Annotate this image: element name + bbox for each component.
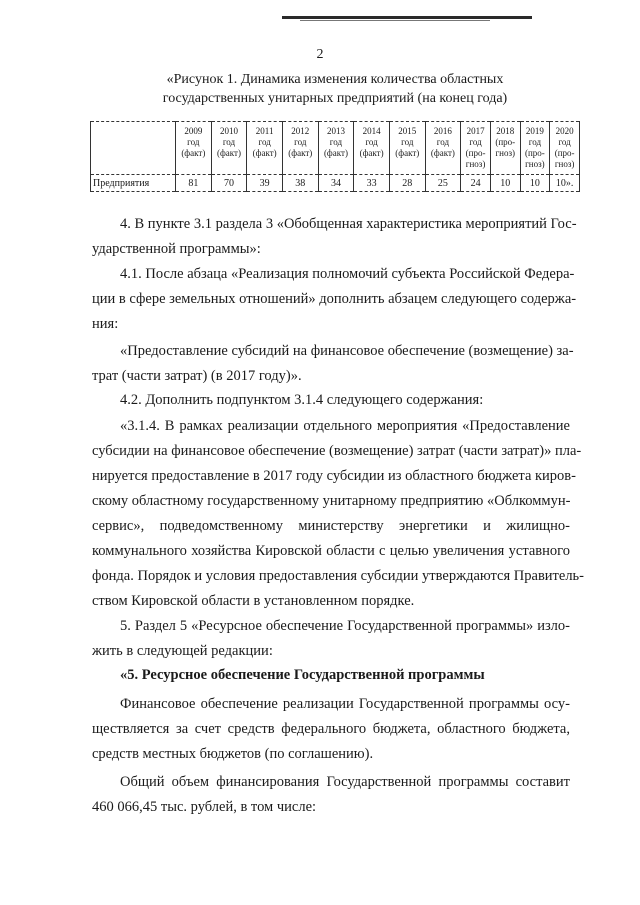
table-cell: 25 — [425, 175, 461, 192]
table-cell: 81 — [176, 175, 212, 192]
text-line: 4.1. После абзаца «Реализация полномочий субъекта Российской Федера- — [120, 266, 575, 282]
caption-line: государственных унитарных предприятий (на конец года) — [162, 91, 508, 106]
text-line: средств местных бюджетов (по соглашению). — [92, 746, 374, 762]
table-header-cell: 2016 год (факт) — [425, 122, 461, 175]
table-header-cell: 2012 год (факт) — [282, 122, 318, 175]
total-paragraph — [92, 770, 570, 820]
table-cell: 70 — [211, 175, 247, 192]
top-rule — [282, 16, 532, 19]
table-cell: 10». — [550, 175, 580, 192]
table-header-cell: 2010 год (факт) — [211, 122, 247, 175]
enterprise-dynamics-table — [90, 121, 580, 192]
text-line: субсидии на финансовое обеспечение (возмещение) затрат (части затрат)» пла- — [92, 443, 582, 459]
text-line: фонда. Порядок и условия предоставления субсидии утверждаются Правитель- — [92, 568, 584, 584]
table-cell: 10 — [490, 175, 520, 192]
table-cell: 24 — [461, 175, 491, 192]
table-cell: 39 — [247, 175, 283, 192]
text-line: ударственной программы»: — [92, 241, 261, 257]
text-line: «Предоставление субсидий на финансовое обеспечение (возмещение) за- — [120, 343, 574, 359]
heading-line: «5. Ресурсное обеспечение Государственной программы — [120, 667, 485, 683]
table-row-label: Предприятия — [91, 175, 176, 192]
text-line: сервис», подведомственному министерству энергетики и жилищно- — [92, 518, 570, 534]
table-header-row — [91, 122, 580, 175]
text-line: 460 066,45 тыс. рублей, в том числе: — [92, 799, 317, 815]
section-heading — [92, 663, 570, 688]
table-cell: 28 — [389, 175, 425, 192]
text-line: «3.1.4. В рамках реализации отдельного мероприятия «Предоставление — [120, 418, 570, 434]
table-row — [91, 175, 580, 192]
paragraph-5 — [92, 614, 570, 664]
table-cell: 10 — [520, 175, 550, 192]
text-line: нируется предоставление в 2017 году субсидии из областного бюджета киров- — [92, 468, 576, 484]
quote-paragraph-2 — [92, 414, 584, 614]
table-header-cell: 2009 год (факт) — [176, 122, 212, 175]
text-line: скому областному государственному унитарному предприятию «Облкоммун- — [92, 493, 571, 509]
table-header-cell: 2014 год (факт) — [354, 122, 390, 175]
table-header-corner — [91, 122, 176, 175]
financing-paragraph — [92, 692, 570, 767]
text-line: 4. В пункте 3.1 раздела 3 «Обобщенная характеристика мероприятий Гос- — [120, 216, 577, 232]
table-header-cell: 2019 год (про- гноз) — [520, 122, 550, 175]
table-header-cell: 2018 (про- гноз) — [490, 122, 520, 175]
text-line: ществляется за счет средств федерального бюджета, областного бюджета, — [92, 721, 570, 737]
top-rule-thin — [300, 20, 490, 21]
table-cell: 33 — [354, 175, 390, 192]
text-line: 5. Раздел 5 «Ресурсное обеспечение Государственной программы» изло- — [120, 618, 570, 634]
table-header-cell: 2013 год (факт) — [318, 122, 354, 175]
table-header-cell: 2017 год (про- гноз) — [461, 122, 491, 175]
text-line: коммунального хозяйства Кировской области с целью увеличения уставного — [92, 543, 570, 559]
table-header-cell: 2011 год (факт) — [247, 122, 283, 175]
quote-paragraph-1 — [92, 339, 574, 389]
text-line: Общий объем финансирования Государственной программы составит — [120, 774, 570, 790]
figure-caption — [150, 70, 520, 108]
text-line: 4.2. Дополнить подпунктом 3.1.4 следующего содержания: — [120, 392, 484, 408]
caption-line: «Рисунок 1. Динамика изменения количества областных — [166, 72, 504, 87]
page-number: 2 — [316, 47, 324, 62]
text-line: трат (части затрат) (в 2017 году)». — [92, 368, 302, 384]
text-line: ния: — [92, 316, 119, 332]
table-cell: 34 — [318, 175, 354, 192]
text-line: Финансовое обеспечение реализации Государственной программы осу- — [120, 696, 570, 712]
paragraph-4-1 — [92, 262, 577, 337]
text-line: жить в следующей редакции: — [92, 643, 273, 659]
paragraph-4 — [92, 212, 577, 262]
table-header-cell: 2015 год (факт) — [389, 122, 425, 175]
text-line: ции в сфере земельных отношений» дополнить абзацем следующего содержа- — [92, 291, 577, 307]
text-line: ством Кировской области в установленном порядке. — [92, 593, 415, 609]
paragraph-4-2 — [92, 388, 570, 413]
table-header-cell: 2020 год (про- гноз) — [550, 122, 580, 175]
table-cell: 38 — [282, 175, 318, 192]
